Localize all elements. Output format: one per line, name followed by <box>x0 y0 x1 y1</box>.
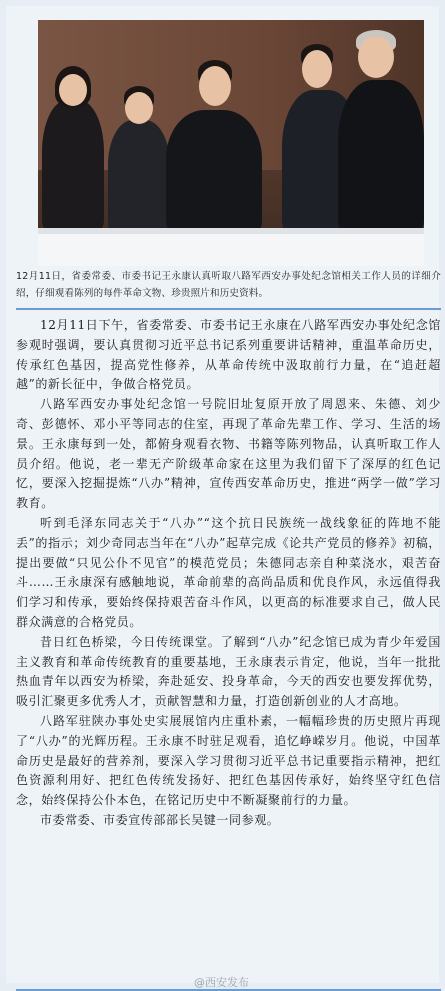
person-2-head <box>125 92 153 124</box>
person-2 <box>108 120 170 232</box>
person-1-head <box>59 74 87 106</box>
caption-divider <box>16 308 441 310</box>
article-paragraph: 八路军西安办事处纪念馆一号院旧址复原开放了周恩来、朱德、刘少奇、彭德怀、邓小平等同志的住室，再现了革命先辈工作、学习、生活的场景。王永康每到一处，都俯身观看衣物、书籍等陈列物品，认真听取工作人员介绍。他说，老一辈无产阶级革命家在这里为我们留下了深厚的红色记忆，要深入挖掘提炼“八办”精神，宣传西安革命历史，推进“两学一做”学习教育。 <box>16 397 441 511</box>
person-5 <box>338 80 424 232</box>
display-case-glass <box>38 234 424 266</box>
person-5-head <box>358 36 394 78</box>
person-1 <box>42 100 104 230</box>
news-photo <box>38 20 424 266</box>
watermark: @西安发布 <box>194 976 249 989</box>
article-paragraph: 市委常委、市委宣传部部长吴键一同参观。 <box>40 812 280 827</box>
article-body <box>16 316 441 831</box>
person-3-head <box>199 66 231 106</box>
article-paragraph: 昔日红色桥梁，今日传统课堂。了解到“八办”纪念馆已成为青少年爱国主义教育和革命传统教育的重要基地，王永康表示肯定，他说，当年一批批热血青年以西安为桥梁，奔赴延安、投身革命，今天的西安也要发挥优势，吸引汇聚更多优秀人才，贡献智慧和力量，打造创新创业的人才高地。 <box>16 634 441 709</box>
article-paragraph: 12月11日下午，省委常委、市委书记王永康在八路军西安办事处纪念馆参观时强调，要认真贯彻习近平总书记系列重要讲话精神，重温革命历史，传承红色基因，提高党性修养，从革命传统中汲取前行力量，在“追赶超越”的新长征中，争做合格党员。 <box>16 318 441 392</box>
person-4-head <box>302 50 332 88</box>
person-3 <box>166 110 262 232</box>
article-paragraph: 听到毛泽东同志关于“八办”“这个抗日民族统一战线象征的阵地不能丢”的指示；刘少奇同志当年在“八办”起草完成《论共产党员的修养》初稿，提出要做“只见公仆不见官”的模范党员；朱德同志亲自种菜浇水，艰苦奋斗……王永康深有感触地说，革命前辈的高尚品质和优良作风，永远值得我们学习和传承，要始终保持艰苦奋斗作风，以更高的标准要求自己，做人民群众满意的合格党员。 <box>16 515 441 629</box>
photo-caption: 12月11日，省委常委、市委书记王永康认真听取八路军西安办事处纪念馆相关工作人员的详细介绍，仔细观看陈列的每件革命文物、珍贵照片和历史资料。 <box>16 271 441 299</box>
article-paragraph: 八路军驻陕办事处史实展展馆内庄重朴素，一幅幅珍贵的历史照片再现了“八办”的光辉历程。王永康不时驻足观看，追忆峥嵘岁月。他说，中国革命历史是最好的营养剂，要深入学习贯彻习近平总书记重要指示精神，把红色资源利用好、把红色传统发扬好、把红色基因传承好，始终坚守红色信念，始终保持公仆本色，在铭记历史中不断凝聚前行的力量。 <box>16 713 441 808</box>
